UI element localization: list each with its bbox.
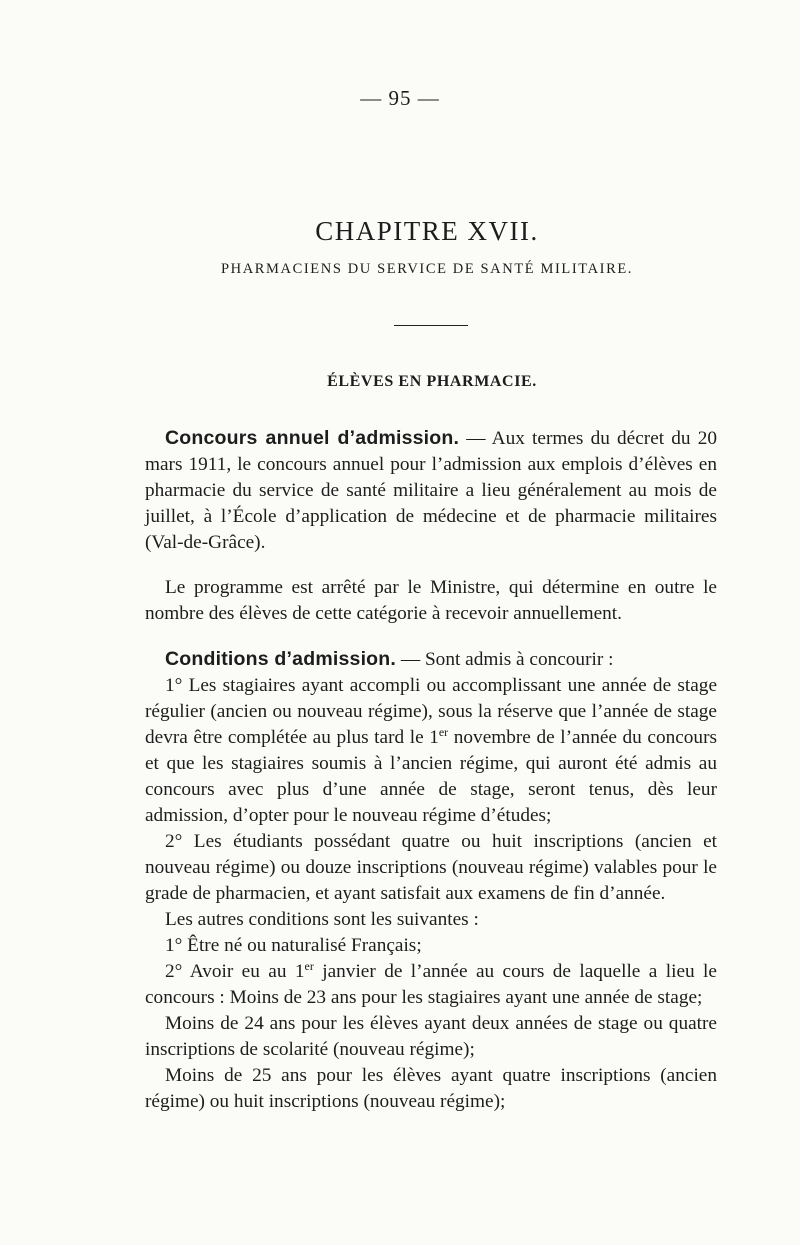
page-number: — 95 — (360, 86, 440, 110)
section-divider (394, 325, 468, 326)
paragraph-gap (145, 627, 717, 646)
chapter-title: CHAPITRE XVII. (315, 216, 539, 247)
condition-item-1: 1° Les stagiaires ayant accompli ou accomplissant une année de stage régulier (ancien ou nouveau régime), sous la réserve que l’année de stage devra être complétée au plus tard le 1er novembre de l’année du concours et que les stagiaires soumis à l’ancien régime, qui auront été admis au concours avec plus d’une année de stage, seront tenus, dès leur admission, d’opter pour le nouveau régime d’études; (145, 675, 717, 826)
condition-item-2: 2° Les étudiants possédant quatre ou huit inscriptions (ancien et nouveau régime) ou douze inscriptions (nouveau régime) valables pour le grade de pharmacien, et ayant satisfait aux examens de fin d’année. (145, 831, 717, 904)
other-condition-4: Moins de 25 ans pour les élèves ayant quatre inscriptions (ancien régime) ou huit inscriptions (nouveau régime); (145, 1065, 717, 1112)
other-condition-2: 2° Avoir eu au 1er janvier de l’année au cours de laquelle a lieu le concours : Moins de 23 ans pour les stagiaires ayant une année de stage; (145, 959, 717, 1008)
chapter-subtitle: PHARMACIENS DU SERVICE DE SANTÉ MILITAIRE. (220, 261, 634, 277)
other-condition-1: 1° Être né ou naturalisé Français; (165, 935, 422, 956)
body-text (145, 425, 717, 1115)
paragraph-concours (145, 425, 717, 556)
paragraph-text: — Sont admis à concourir : (396, 649, 614, 670)
section-heading: ÉLÈVES EN PHARMACIE. (327, 373, 537, 390)
other-condition-3: Moins de 24 ans pour les élèves ayant deux années de stage ou quatre inscriptions de scolarité (nouveau régime); (145, 1013, 717, 1060)
paragraph-gap (145, 556, 717, 575)
paragraph-text: — Aux termes du décret du 20 mars 1911, le concours annuel pour l’admission aux emplois d’élèves en pharmacie du service de santé militaire a lieu généralement au mois de juillet, à l’École d’application de médecine et de pharmacie militaires (Val-de-Grâce). (145, 428, 717, 553)
ordinal-superscript: er (304, 959, 314, 973)
paragraph-conditions (145, 646, 717, 673)
other-conditions-intro: Les autres conditions sont les suivantes : (165, 909, 479, 930)
paragraph-text: Le programme est arrêté par le Ministre, qui détermine en outre le nombre des élèves de cette catégorie à recevoir annuellement. (145, 577, 717, 624)
ordinal-superscript: er (438, 725, 449, 739)
runin-heading-conditions: Conditions d’admission. (165, 648, 397, 670)
runin-heading-concours: Concours annuel d’admission. (165, 427, 460, 449)
paragraph-programme (145, 575, 717, 627)
